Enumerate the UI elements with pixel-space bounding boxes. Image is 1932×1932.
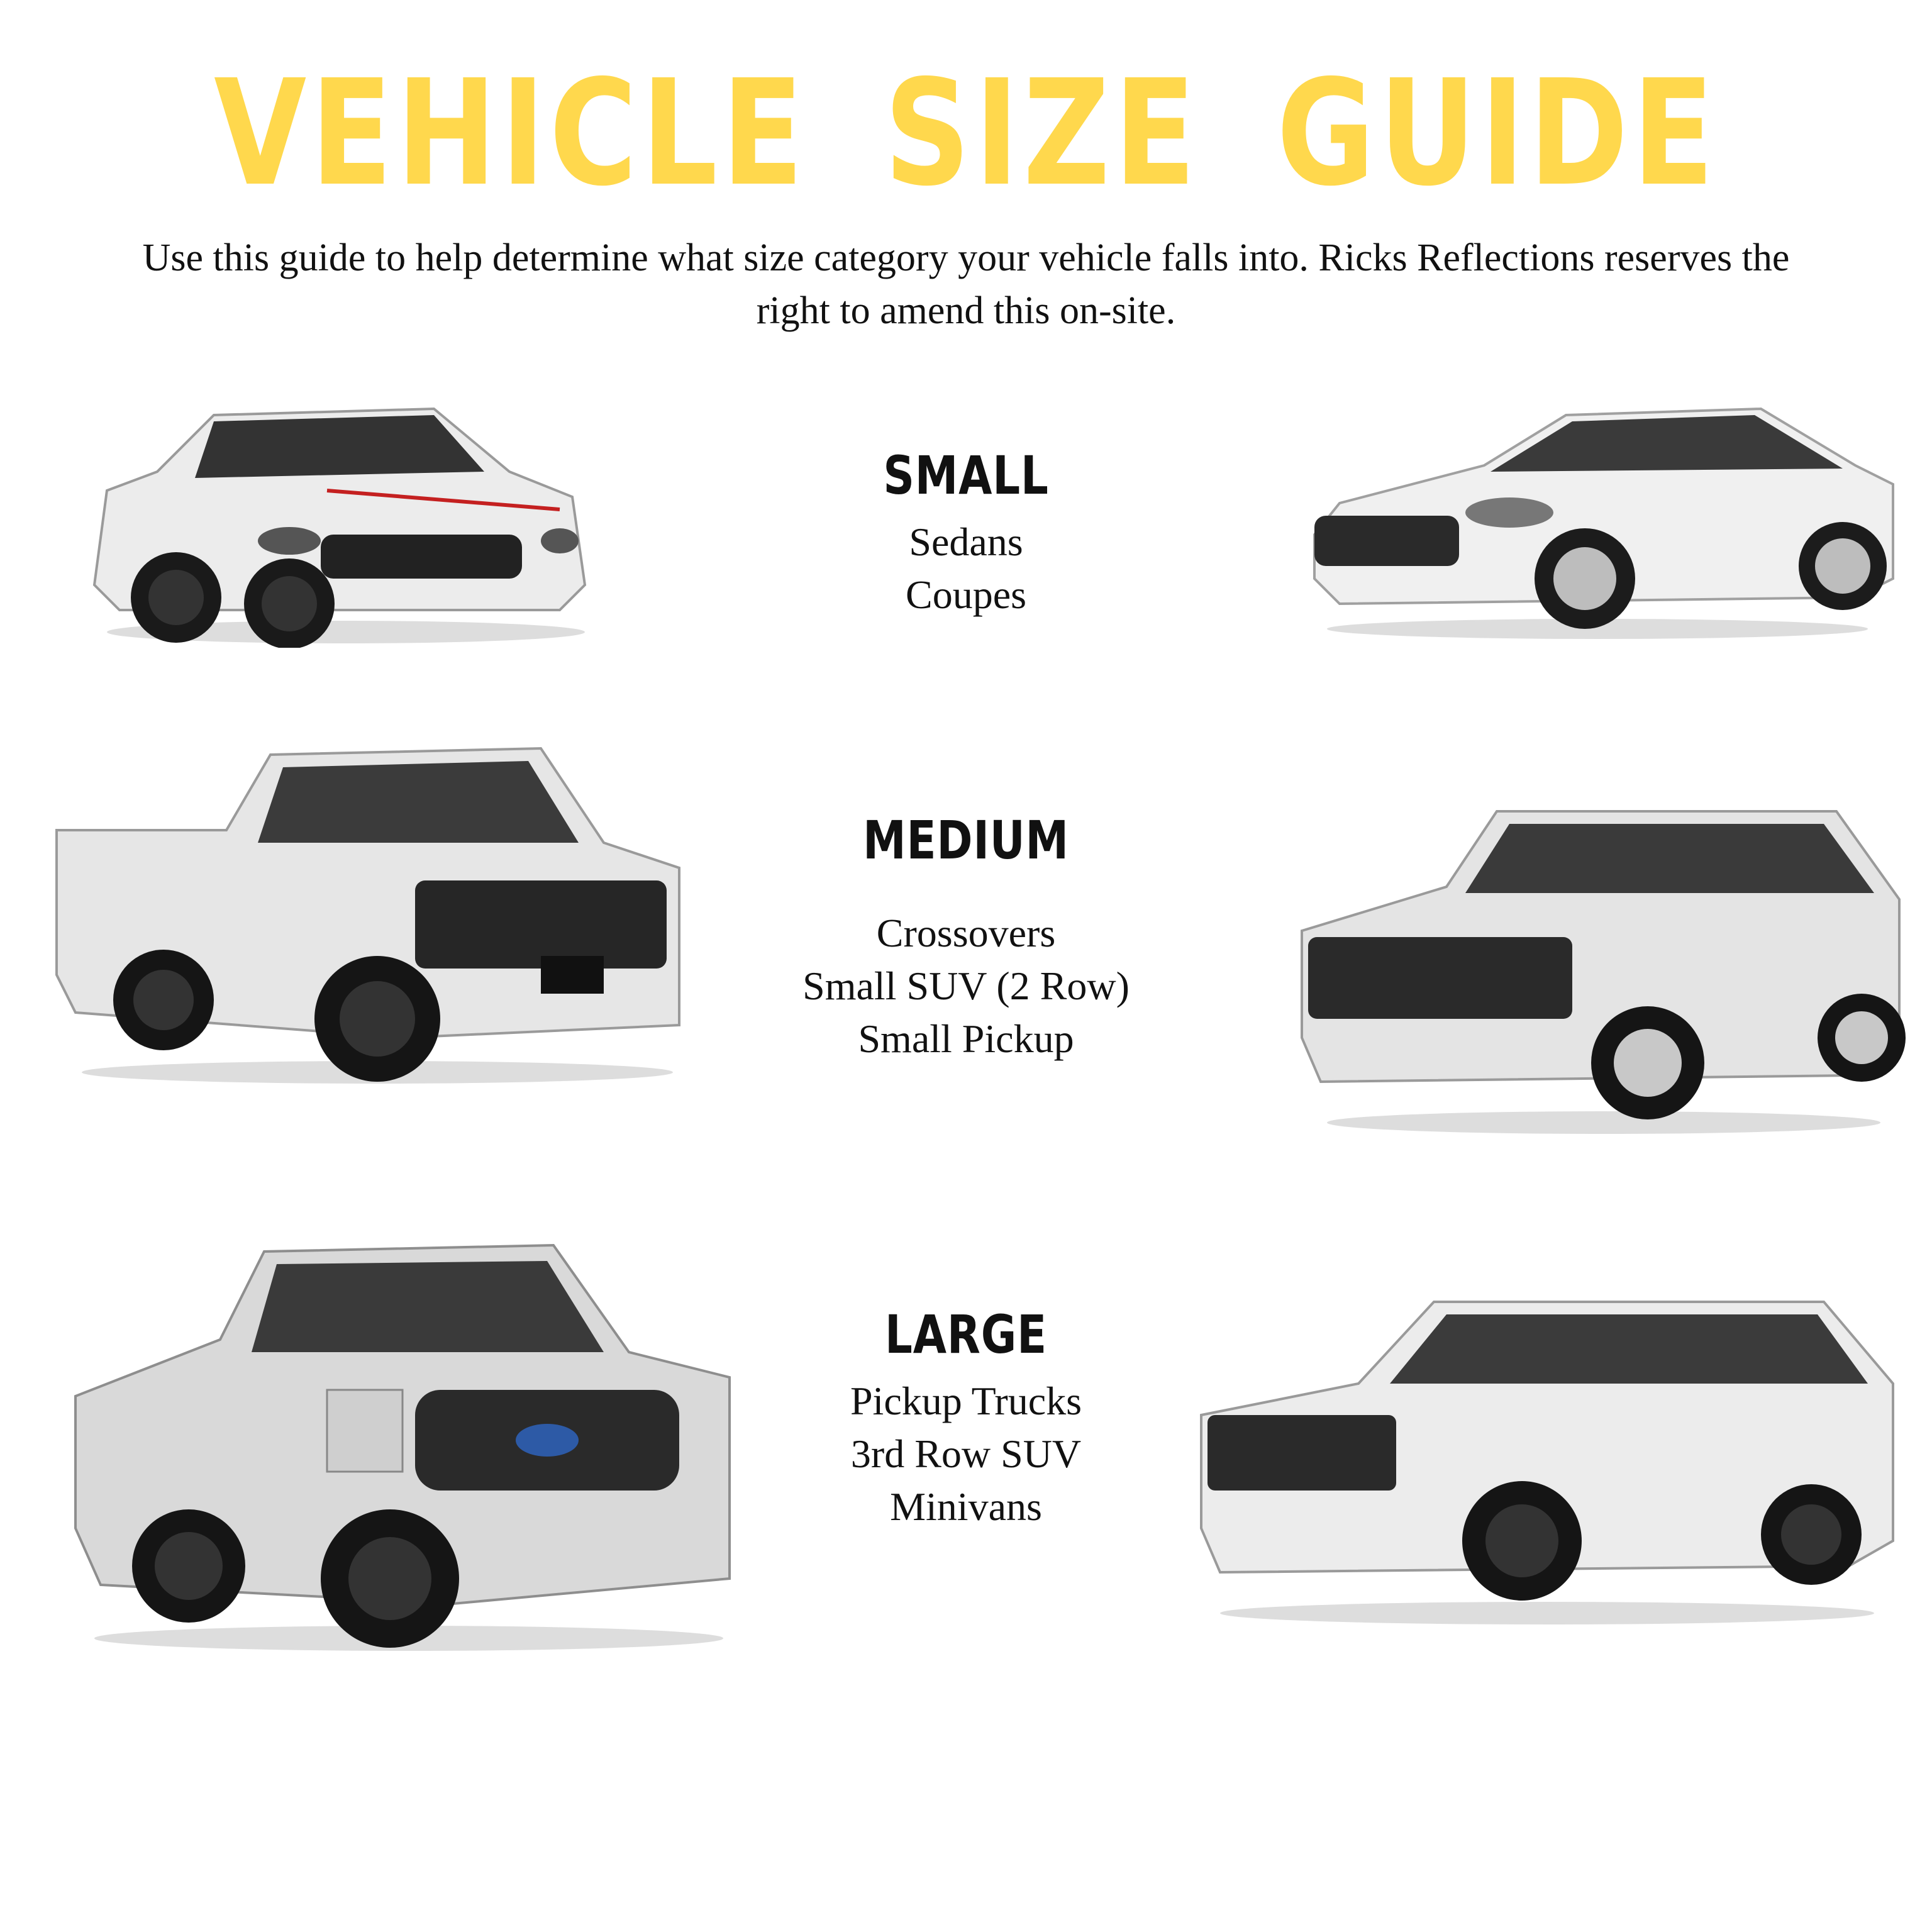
category-item: Pickup Trucks (850, 1379, 1082, 1424)
category-item: Crossovers (876, 911, 1056, 956)
category-small (714, 447, 1218, 621)
category-large (714, 1306, 1218, 1533)
category-item: Coupes (906, 572, 1026, 618)
category-title: MEDIUM (863, 809, 1069, 871)
small-suv-image (1296, 786, 1906, 1138)
category-item: 3rd Row SUV (850, 1431, 1082, 1477)
category-item: Sedans (909, 519, 1023, 565)
category-medium (714, 811, 1218, 1065)
sedan-image (1302, 390, 1899, 641)
category-item: Small SUV (2 Row) (802, 963, 1130, 1009)
pickup-truck-image (63, 1226, 736, 1654)
category-item: Small Pickup (858, 1016, 1074, 1062)
page-subtitle: Use this guide to help determine what size category your vehicle falls into. Ricks Reflections reserves the right to amend this on-site. (142, 236, 1790, 332)
category-item: Minivans (890, 1484, 1042, 1530)
category-title: LARGE (885, 1304, 1047, 1365)
page-title: VEHICLE SIZE GUIDE (214, 48, 1718, 218)
small-pickup-image (50, 723, 692, 1088)
category-title: SMALL (883, 445, 1049, 506)
large-suv-image (1195, 1277, 1899, 1629)
coupe-image (82, 396, 597, 648)
